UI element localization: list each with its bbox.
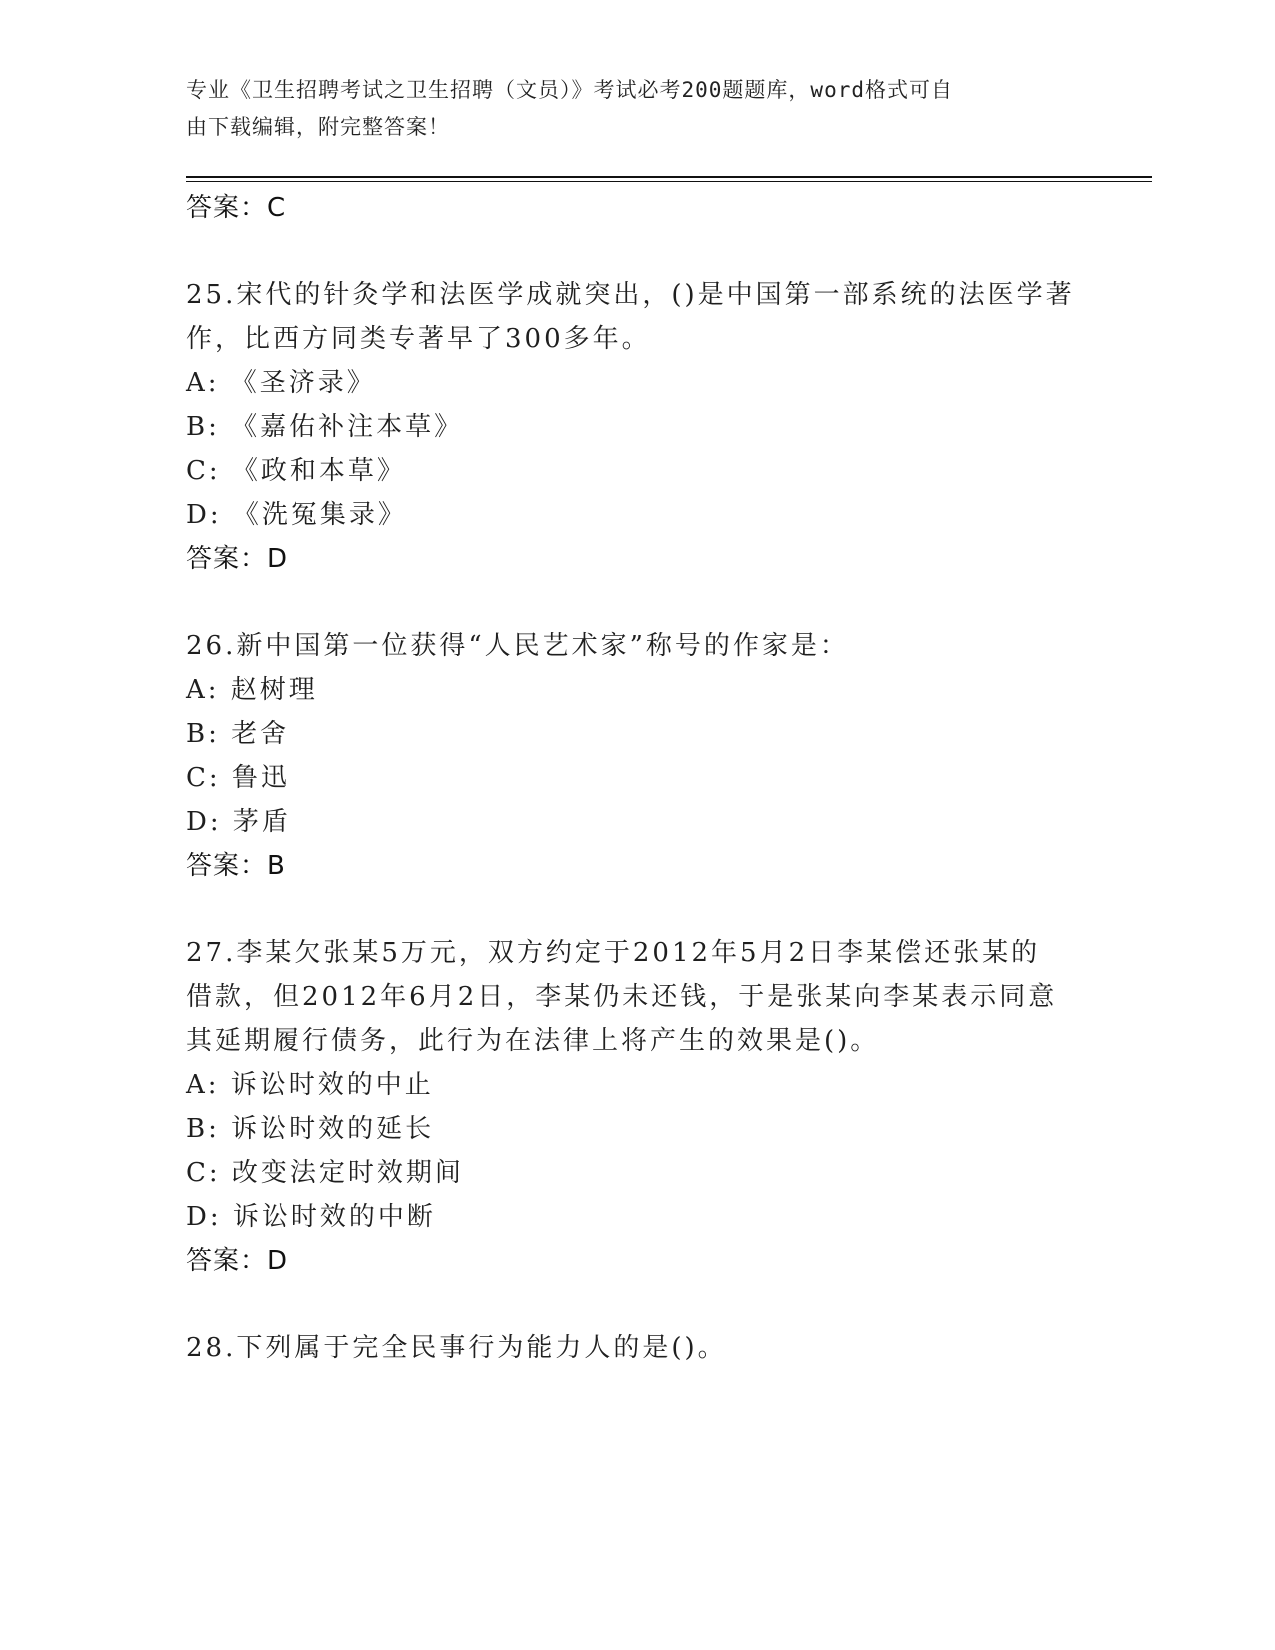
header-line-2: 由下载编辑，附完整答案！ <box>186 115 450 139</box>
question-26-option-d: D: 茅盾 <box>186 807 291 837</box>
question-25-option-a: A: 《圣济录》 <box>186 368 376 398</box>
question-27-answer: 答案：D <box>186 1246 289 1276</box>
question-25-answer: 答案：D <box>186 544 289 574</box>
question-27-text-line-1: 27.李某欠张某5万元，双方约定于2012年5月2日李某偿还张某的 <box>186 938 1041 968</box>
question-26-text-line-1: 26.新中国第一位获得“人民艺术家”称号的作家是： <box>186 631 849 661</box>
previous-answer: 答案：C <box>186 193 287 223</box>
header-line-1: 专业《卫生招聘考试之卫生招聘（文员）》考试必考200题题库，word格式可自 <box>186 78 953 102</box>
question-26-answer: 答案：B <box>186 851 286 881</box>
question-27-option-c: C: 改变法定时效期间 <box>186 1158 464 1188</box>
header-divider-thin <box>186 181 1152 182</box>
question-25-option-b: B: 《嘉佑补注本草》 <box>186 412 464 442</box>
question-25-text-line-2: 作，比西方同类专著早了300多年。 <box>186 324 651 354</box>
question-27-text-line-3: 其延期履行债务，此行为在法律上将产生的效果是()。 <box>186 1026 880 1056</box>
question-26-option-c: C: 鲁迅 <box>186 763 290 793</box>
question-28-text-line-1: 28.下列属于完全民事行为能力人的是()。 <box>186 1333 727 1363</box>
question-25-option-d: D: 《洗冤集录》 <box>186 500 407 530</box>
header-divider <box>186 176 1152 178</box>
question-26-option-b: B: 老舍 <box>186 719 290 749</box>
document-header <box>186 72 1066 146</box>
question-25-option-c: C: 《政和本草》 <box>186 456 406 486</box>
question-27-text-line-2: 借款，但2012年6月2日，李某仍未还钱，于是张某向李某表示同意 <box>186 982 1058 1012</box>
question-25-text-line-1: 25.宋代的针灸学和法医学成就突出，()是中国第一部系统的法医学著 <box>186 280 1075 310</box>
question-26-option-a: A: 赵树理 <box>186 675 318 705</box>
question-27-option-b: B: 诉讼时效的延长 <box>186 1114 435 1144</box>
question-27-option-a: A: 诉讼时效的中止 <box>186 1070 434 1100</box>
question-27-option-d: D: 诉讼时效的中断 <box>186 1202 436 1232</box>
